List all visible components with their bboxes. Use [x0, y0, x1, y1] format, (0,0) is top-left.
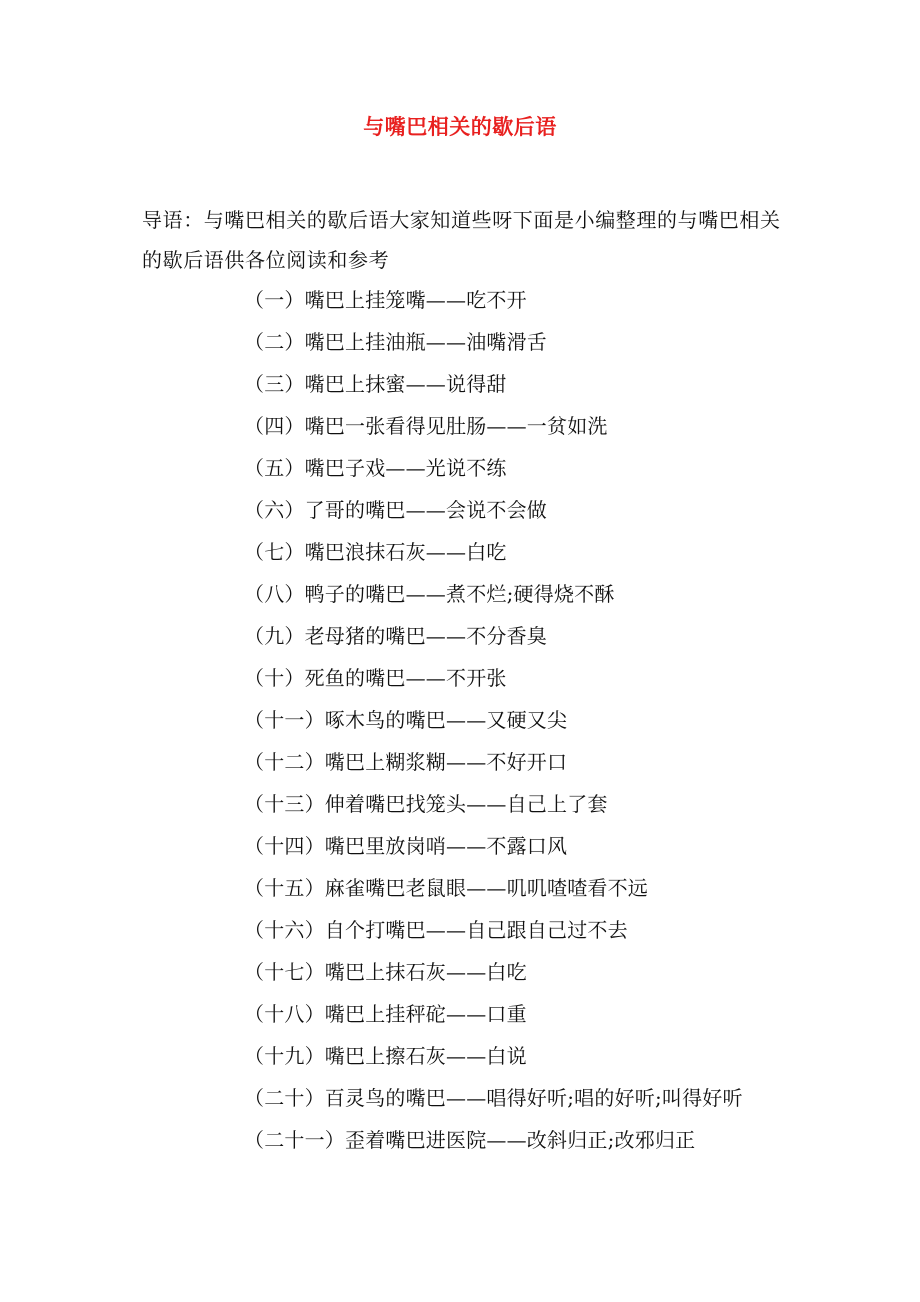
- list-item: （十四）嘴巴里放岗哨——不露口风: [244, 834, 568, 858]
- list-item: （二）嘴巴上挂油瓶——油嘴滑舌: [244, 330, 547, 354]
- list-item: （九）老母猪的嘴巴——不分香臭: [244, 624, 547, 648]
- list-item: （十七）嘴巴上抹石灰——白吃: [244, 960, 527, 984]
- idiom-list: [244, 279, 804, 1161]
- list-item: （十六）自个打嘴巴——自己跟自己过不去: [244, 918, 628, 942]
- list-item: （七）嘴巴浪抹石灰——白吃: [244, 540, 507, 564]
- list-item: （十五）麻雀嘴巴老鼠眼——叽叽喳喳看不远: [244, 876, 648, 900]
- list-item: （十三）伸着嘴巴找笼头——自己上了套: [244, 792, 608, 816]
- document-title: 与嘴巴相关的歇后语: [363, 114, 557, 139]
- list-item: （十）死鱼的嘴巴——不开张: [244, 666, 507, 690]
- list-item: （八）鸭子的嘴巴——煮不烂;硬得烧不酥: [244, 582, 615, 606]
- list-item: （十八）嘴巴上挂秤砣——口重: [244, 1002, 527, 1026]
- list-item: （十二）嘴巴上糊浆糊——不好开口: [244, 750, 568, 774]
- list-item: （一）嘴巴上挂笼嘴——吃不开: [244, 288, 527, 312]
- list-item: （四）嘴巴一张看得见肚肠——一贫如洗: [244, 414, 608, 438]
- intro-paragraph: 导语：与嘴巴相关的歇后语大家知道些呀下面是小编整理的与嘴巴相关的歇后语供各位阅读和参考: [142, 208, 781, 272]
- list-item: （二十一）歪着嘴巴进医院——改斜归正;改邪归正: [244, 1128, 696, 1152]
- list-item: （二十）百灵鸟的嘴巴——唱得好听;唱的好听;叫得好听: [244, 1086, 743, 1110]
- list-item: （三）嘴巴上抹蜜——说得甜: [244, 372, 507, 396]
- list-item: （十九）嘴巴上擦石灰——白说: [244, 1044, 527, 1068]
- list-item: （十一）啄木鸟的嘴巴——又硬又尖: [244, 708, 568, 732]
- list-item: （五）嘴巴子戏——光说不练: [244, 456, 507, 480]
- list-item: （六）了哥的嘴巴——会说不会做: [244, 498, 547, 522]
